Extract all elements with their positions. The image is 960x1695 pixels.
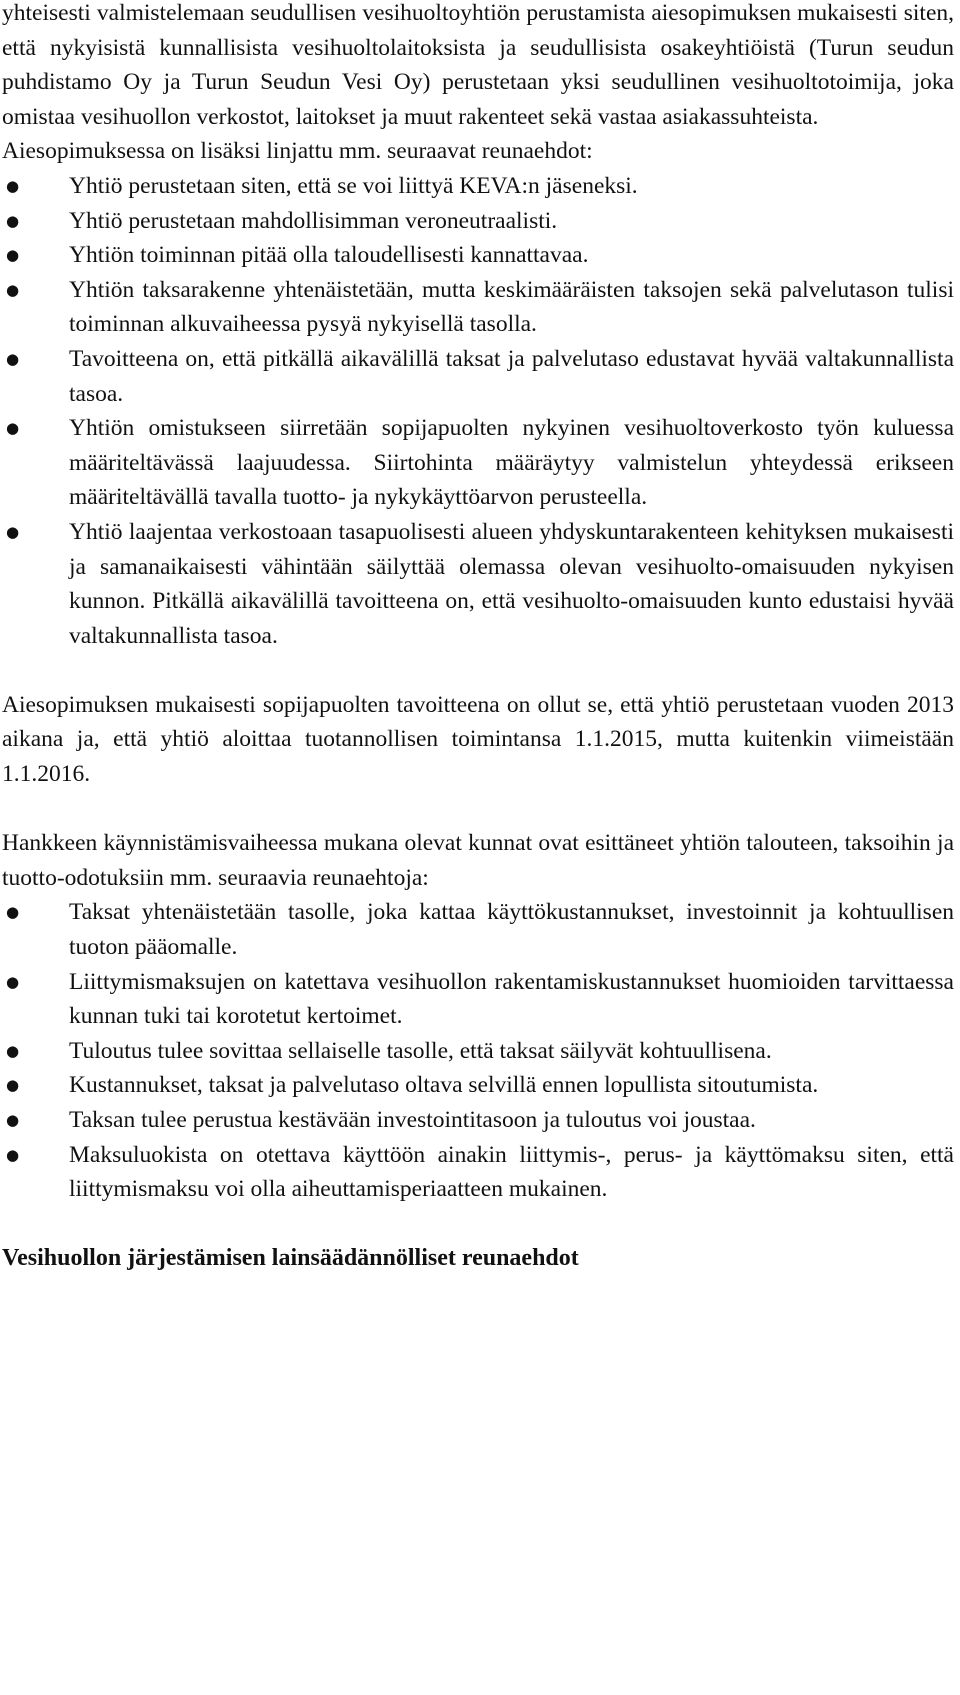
list-item bbox=[2, 1068, 954, 1103]
timeline-paragraph: Aiesopimuksen mukaisesti sopijapuolten tavoitteena on ollut se, että yhtiö perustetaan vuoden 2013 aikana ja, että yhtiö aloittaa tuotannollisen toimintansa 1.1.2015, mutta kuitenkin viimeistään 1.1.2016. bbox=[2, 691, 954, 788]
list-item bbox=[2, 411, 954, 515]
bullet-icon: ● bbox=[6, 176, 20, 195]
bullet-icon: ● bbox=[6, 1076, 20, 1095]
paragraph-spacer bbox=[2, 792, 954, 827]
list-item-text: Yhtiön omistukseen siirretään sopijapuolten nykyinen vesihuoltoverkosto työn kuluessa määriteltävässä laajuudessa. Siirtohinta määräytyy valmistelun yhteydessä erikseen määriteltävällä tavalla tuotto- ja nykykäyttöarvon perusteella. bbox=[69, 415, 954, 511]
paragraph-spacer bbox=[2, 1207, 954, 1242]
bullet-icon: ● bbox=[6, 903, 20, 922]
list-item-text: Maksuluokista on otettava käyttöön ainakin liittymis-, perus- ja käyttömaksu siten, että liittymismaksu voi olla aiheuttamisperiaatteen mukainen. bbox=[69, 1141, 954, 1203]
list-item-text: Taksan tulee perustua kestävään investointitasoon ja tuloutus voi joustaa. bbox=[69, 1107, 756, 1133]
municipal-conditions-list bbox=[2, 895, 954, 1206]
bullet-icon: ● bbox=[6, 522, 20, 541]
bullet-icon: ● bbox=[6, 211, 20, 230]
list-item bbox=[2, 169, 954, 204]
list-item bbox=[2, 273, 954, 342]
list-item-text: Tavoitteena on, että pitkällä aikavälillä taksat ja palvelutaso edustavat hyvää valtakunnallista tasoa. bbox=[69, 345, 954, 407]
bullet-icon: ● bbox=[6, 419, 20, 438]
list-item bbox=[2, 515, 954, 653]
list-item bbox=[2, 895, 954, 964]
list-item-text: Yhtiön taksarakenne yhtenäistetään, mutta keskimääräisten taksojen sekä palvelutason tulisi toiminnan alkuvaiheessa pysyä nykyisellä tasolla. bbox=[69, 276, 954, 338]
bullet-icon: ● bbox=[6, 972, 20, 991]
municipalities-intro: Hankkeen käynnistämisvaiheessa mukana olevat kunnat ovat esittäneet yhtiön talouteen, taksoihin ja tuotto-odotuksiin mm. seuraavia reunaehtoja: bbox=[2, 830, 954, 891]
list-item bbox=[2, 1034, 954, 1069]
list-item bbox=[2, 204, 954, 239]
bullet-icon: ● bbox=[6, 1111, 20, 1129]
list-item bbox=[2, 1138, 954, 1207]
bullet-icon: ● bbox=[6, 246, 20, 265]
list-item bbox=[2, 965, 954, 1034]
intro-paragraph: yhteisesti valmistelemaan seudullisen vesihuoltoyhtiön perustamista aiesopimuksen mukaisesti siten, että nykyisistä kunnallisista vesihuoltolaitoksista ja seudullisista osakeyhtiöistä (Turun seudun puhdistamo Oy ja Turun Seudun Vesi Oy) perustetaan yksi seudullinen vesihuoltotoimija, joka omistaa vesihuollon verkostot, laitokset ja muut rakenteet sekä vastaa asiakassuhteista. bbox=[2, 0, 954, 130]
bullet-icon: ● bbox=[6, 1145, 20, 1164]
list-item-text: Yhtiö perustetaan siten, että se voi liittyä KEVA:n jäseneksi. bbox=[69, 172, 638, 199]
list-item bbox=[2, 342, 954, 411]
bullet-icon: ● bbox=[6, 1041, 20, 1060]
document-page bbox=[2, 0, 954, 1276]
list-item bbox=[2, 238, 954, 273]
list-item-text: Yhtiö perustetaan mahdollisimman veroneutraalisti. bbox=[69, 207, 558, 234]
section-heading: Vesihuollon järjestämisen lainsäädännölliset reunaehdot bbox=[2, 1245, 579, 1272]
list-item-text: Tuloutus tulee sovittaa sellaiselle tasolle, että taksat säilyvät kohtuullisena. bbox=[69, 1037, 772, 1064]
bullet-icon: ● bbox=[6, 280, 20, 299]
bullet-icon: ● bbox=[6, 349, 20, 368]
list-item-text: Kustannukset, taksat ja palvelutaso oltava selvillä ennen lopullista sitoutumista. bbox=[69, 1072, 819, 1099]
conditions-list bbox=[2, 169, 954, 653]
conditions-intro: Aiesopimuksessa on lisäksi linjattu mm. seuraavat reunaehdot: bbox=[2, 138, 593, 165]
list-item-text: Liittymismaksujen on katettava vesihuollon rakentamiskustannukset huomioiden tarvittaessa kunnan tuki tai korotetut kertoimet. bbox=[69, 968, 954, 1030]
list-item-text: Yhtiö laajentaa verkostoaan tasapuolisesti alueen yhdyskuntarakenteen kehityksen mukaisesti ja samanaikaisesti vähintään säilyttää olemassa olevan vesihuolto-omaisuuden nykyisen kunnon. Pitkällä aikavälillä tavoitteena on, että vesihuolto-omaisuuden kunto edustaisi hyvää valtakunnallista tasoa. bbox=[69, 518, 954, 649]
list-item bbox=[2, 1103, 954, 1138]
list-item-text: Yhtiön toiminnan pitää olla taloudellisesti kannattavaa. bbox=[69, 242, 589, 269]
paragraph-spacer bbox=[2, 653, 954, 688]
list-item-text: Taksat yhtenäistetään tasolle, joka kattaa käyttökustannukset, investoinnit ja kohtuullisen tuoton pääomalle. bbox=[69, 899, 954, 961]
